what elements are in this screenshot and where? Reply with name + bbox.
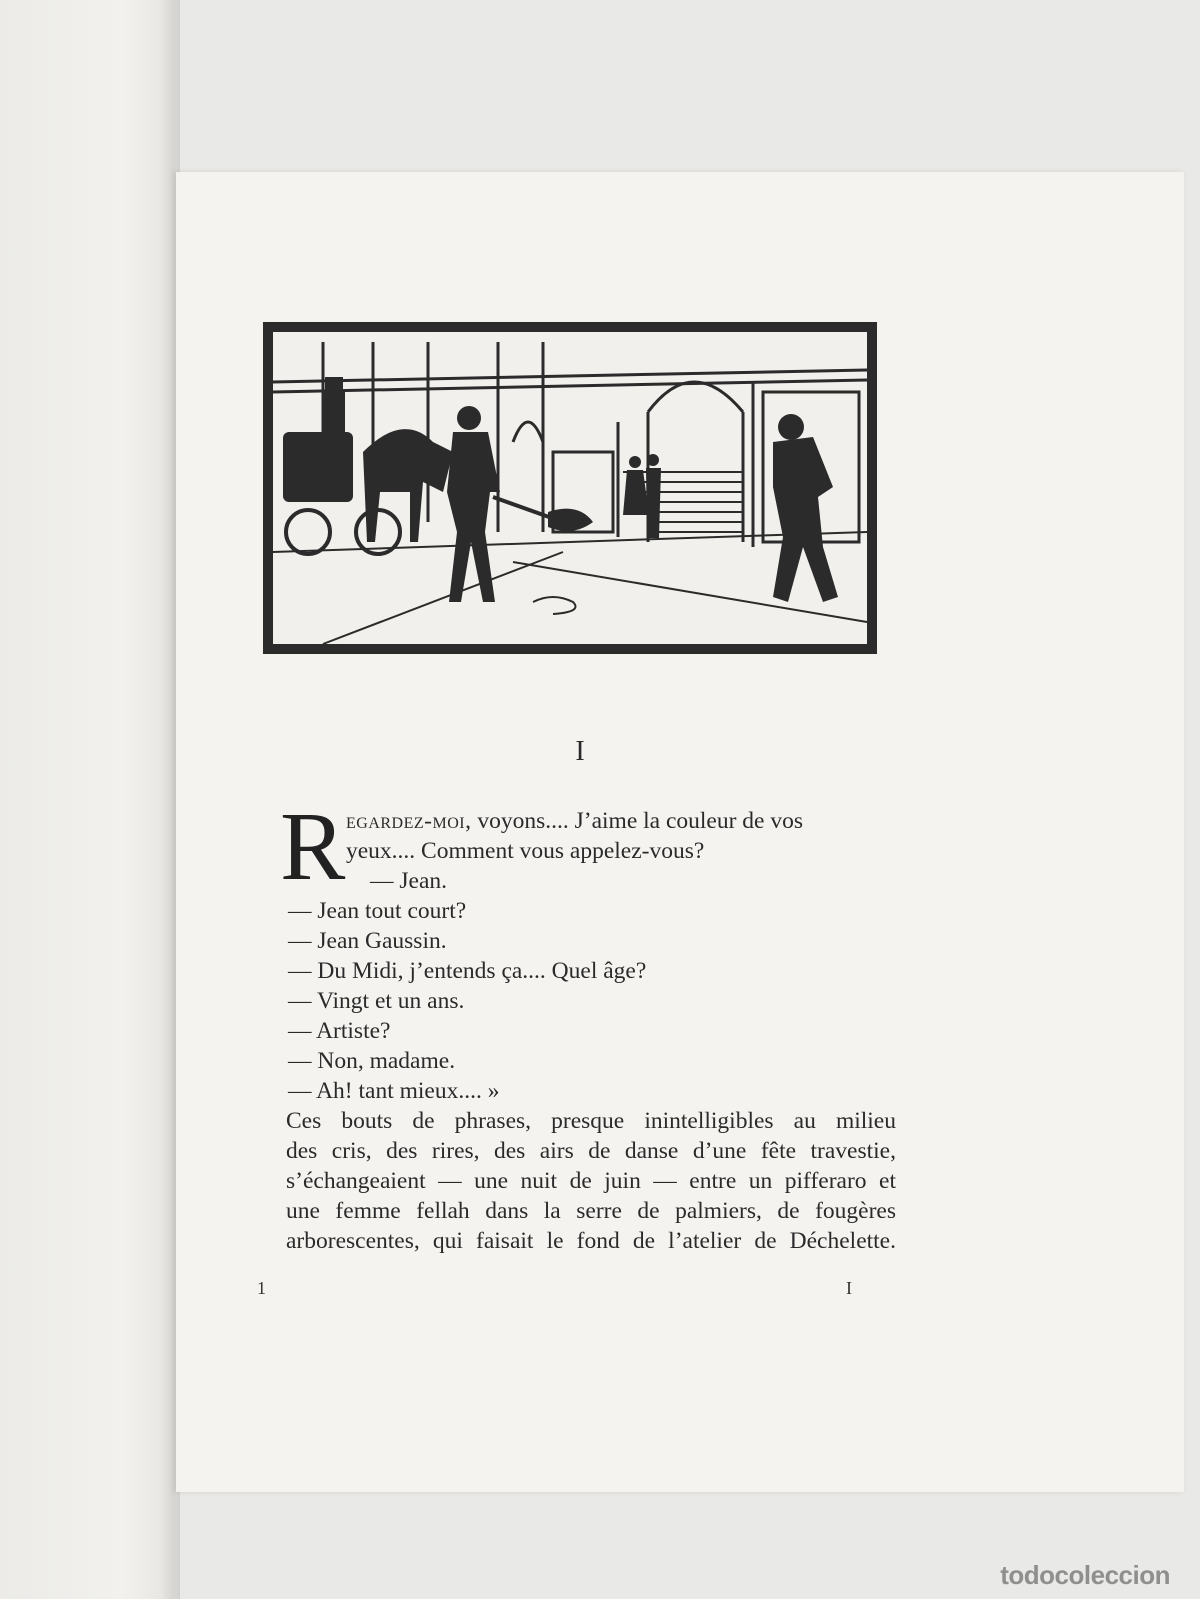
dialogue-line: — Artiste?	[288, 1018, 391, 1044]
paragraph-line: arborescentes, qui faisait le fond de l’atelier de Déchelette.	[286, 1228, 896, 1254]
chapter-numeral: I	[575, 736, 585, 767]
opening-line-3: — Jean.	[370, 868, 448, 894]
dialogue-line: — Non, madame.	[288, 1048, 456, 1074]
dialogue-line: — Vingt et un ans.	[288, 988, 465, 1014]
watermark: todocoleccion	[1000, 1560, 1170, 1590]
dialogue-line: — Du Midi, j’entends ça.... Quel âge?	[288, 958, 647, 984]
dialogue-line: — Ah! tant mieux.... »	[288, 1078, 500, 1104]
paragraph-line: des cris, des rires, des airs de danse d’une fête travestie,	[286, 1138, 896, 1164]
paragraph-line: une femme fellah dans la serre de palmiers, de fougères	[286, 1198, 896, 1224]
woodcut-illustration	[263, 322, 877, 654]
paragraph-line: Ces bouts de phrases, presque inintelligibles au milieu	[286, 1108, 896, 1134]
left-page-edge	[0, 0, 175, 1599]
dialogue-line: — Jean tout court?	[288, 898, 467, 924]
paragraph-line: s’échangeaient — une nuit de juin — entre un pifferaro et	[286, 1168, 896, 1194]
opening-line-2: yeux.... Comment vous appelez-vous?	[346, 838, 705, 864]
opening-line-1	[286, 806, 896, 836]
signature-mark: 1	[257, 1278, 266, 1298]
page-folio: I	[846, 1278, 852, 1298]
opening-line-1-rest: voyons.... J’aime la couleur de vos	[471, 808, 804, 834]
dialogue-line: — Jean Gaussin.	[288, 928, 447, 954]
drop-cap: R	[280, 793, 346, 901]
opening-small-caps: egardez-moi,	[346, 808, 472, 834]
chapter-text	[280, 793, 896, 1256]
